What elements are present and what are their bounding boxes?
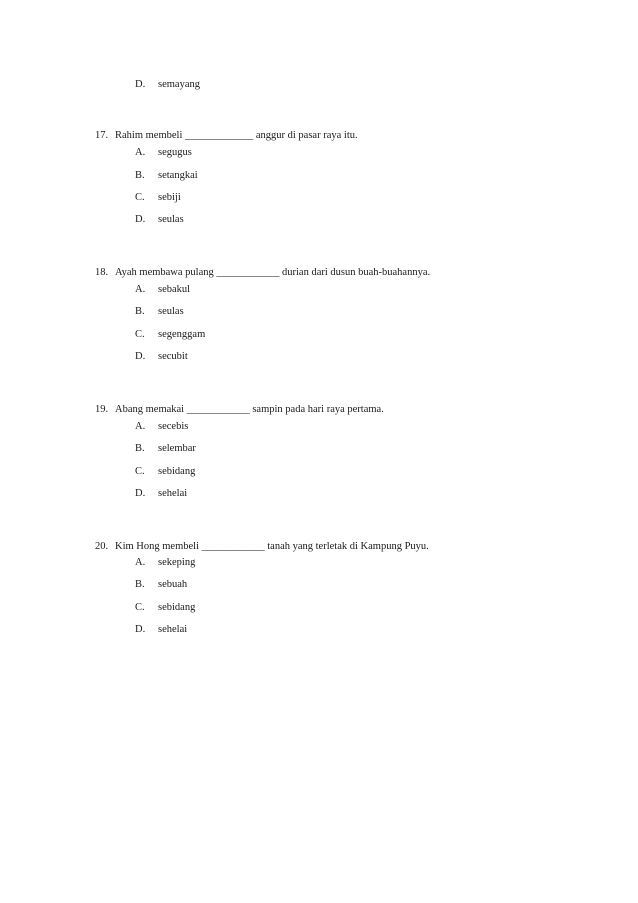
option-letter: D.	[135, 351, 146, 362]
option-letter: C.	[135, 329, 145, 340]
question-text: Ayah membawa pulang ____________ durian dari dusun buah-buahannya.	[115, 267, 431, 278]
option-letter: A.	[135, 284, 146, 295]
option-letter: B.	[135, 579, 145, 590]
option-text: sebuah	[158, 579, 188, 590]
option-letter: B.	[135, 170, 145, 181]
option-letter: C.	[135, 192, 145, 203]
option-text: secubit	[158, 351, 188, 362]
option-text: seulas	[158, 306, 184, 317]
option-text: segugus	[158, 147, 192, 158]
question-text: Kim Hong membeli ____________ tanah yang terletak di Kampung Puyu.	[115, 541, 429, 552]
option-letter: D.	[135, 214, 146, 225]
option-text: segenggam	[158, 329, 206, 340]
option-letter: A.	[135, 421, 146, 432]
option-text: sehelai	[158, 488, 188, 499]
option-letter: B.	[135, 443, 145, 454]
option-letter: D.	[135, 488, 146, 499]
option-text: sehelai	[158, 624, 188, 635]
option-letter: C.	[135, 602, 145, 613]
option-letter: B.	[135, 306, 145, 317]
option-text: selembar	[158, 443, 196, 454]
option-text: seulas	[158, 214, 184, 225]
option-text: setangkai	[158, 170, 198, 181]
option-letter: D.	[135, 624, 146, 635]
option-text: sebidang	[158, 466, 196, 477]
option-text: sekeping	[158, 557, 196, 568]
option-text: sebidang	[158, 602, 196, 613]
question-number: 20.	[95, 541, 109, 552]
question-number: 18.	[95, 267, 109, 278]
option-text: sebakul	[158, 284, 191, 295]
option-letter: C.	[135, 466, 145, 477]
question-number: 19.	[95, 404, 109, 415]
option-letter: A.	[135, 147, 146, 158]
question-text: Abang memakai ____________ sampin pada hari raya pertama.	[115, 404, 384, 415]
option-text: semayang	[158, 79, 200, 90]
question-text: Rahim membeli _____________ anggur di pasar raya itu.	[115, 130, 358, 141]
option-text: sebiji	[158, 192, 181, 203]
option-text: secebis	[158, 421, 189, 432]
option-letter: D.	[135, 79, 146, 90]
option-letter: A.	[135, 557, 146, 568]
question-number: 17.	[95, 130, 109, 141]
